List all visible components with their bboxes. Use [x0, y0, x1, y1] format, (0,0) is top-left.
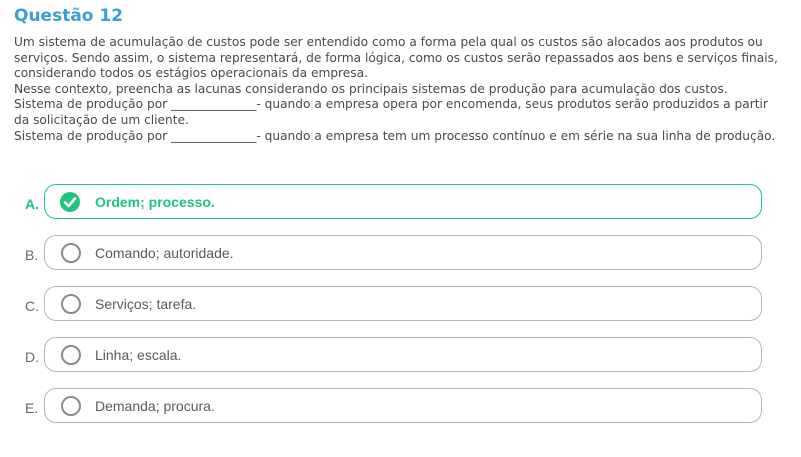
option-letter: D.	[25, 349, 39, 365]
statement-line: Nesse contexto, preencha as lacunas considerando os principais sistemas de produção para acumulação dos custos.	[14, 81, 728, 96]
statement-line: serviços. Sendo assim, o sistema representará, de forma lógica, como os custos serão repassados aos bens e serviços finais,	[14, 50, 778, 65]
check-circle-icon	[60, 192, 80, 212]
statement-line: da solicitação de um cliente.	[14, 112, 189, 127]
option-letter: A.	[25, 196, 39, 212]
radio-circle-icon[interactable]	[61, 243, 81, 263]
option-label: Serviços; tarefa.	[95, 296, 197, 312]
answer-option-e[interactable]	[18, 388, 778, 424]
option-letter: C.	[25, 298, 39, 314]
option-letter: B.	[25, 247, 39, 263]
option-label: Linha; escala.	[95, 347, 182, 363]
option-box[interactable]	[44, 235, 762, 270]
radio-circle-icon[interactable]	[61, 345, 81, 365]
answer-option-c[interactable]	[18, 286, 778, 322]
radio-circle-icon[interactable]	[61, 294, 81, 314]
question-title: Questão 12	[14, 6, 124, 26]
option-label: Ordem; processo.	[95, 194, 215, 210]
option-box[interactable]	[44, 337, 762, 372]
option-box[interactable]	[44, 388, 762, 423]
option-label: Demanda; procura.	[95, 398, 215, 414]
option-box[interactable]	[44, 184, 762, 219]
statement-line: Um sistema de acumulação de custos pode ser entendido como a forma pela qual os custos são alocados aos produtos ou	[14, 35, 763, 49]
option-label: Comando; autoridade.	[95, 245, 234, 261]
statement-line: Sistema de produção por ______________- quando a empresa tem um processo contínuo e em série na sua linha de produção.	[14, 128, 776, 143]
answer-option-a[interactable]	[18, 184, 778, 220]
statement-line: considerando todos os estágios operacionais da empresa.	[14, 66, 368, 81]
option-letter: E.	[25, 400, 39, 416]
statement-line: Sistema de produção por ______________- quando a empresa opera por encomenda, seus produtos serão produzidos a partir	[14, 97, 768, 112]
question-statement	[14, 35, 794, 144]
option-box[interactable]	[44, 286, 762, 321]
radio-circle-icon[interactable]	[61, 396, 81, 416]
answer-option-b[interactable]	[18, 235, 778, 271]
answer-option-d[interactable]	[18, 337, 778, 373]
